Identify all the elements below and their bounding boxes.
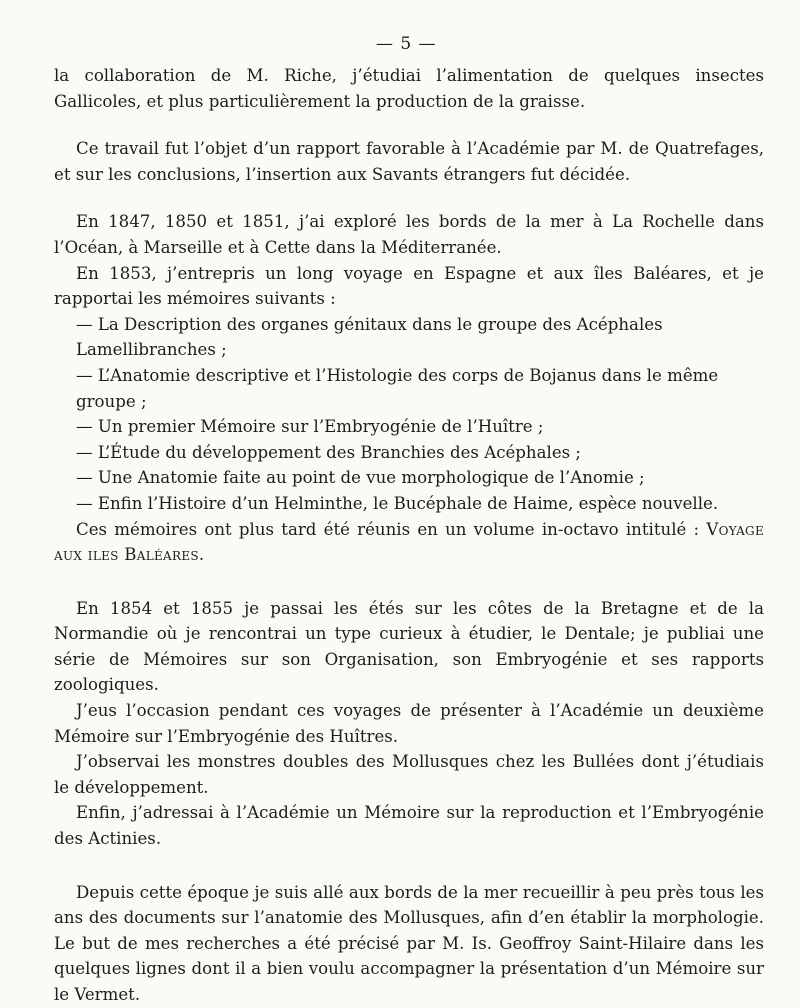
paragraph-1: la collaboration de M. Riche, j’étudiai l’alimentation de quelques insectes Gallicoles, et plus particulièrement la production de la graisse. — [54, 66, 764, 111]
paragraph-7: J’eus l’occasion pendant ces voyages de présenter à l’Académie un deuxième Mémoire sur l’Embryogénie des Huîtres. — [54, 701, 764, 746]
list-item: — Une Anatomie faite au point de vue morphologique de l’Anomie ; — [76, 468, 645, 488]
paragraph-8: J’observai les monstres doubles des Mollusques chez les Bullées dont j’étudiais le développement. — [54, 752, 764, 797]
paragraph-5 — [54, 517, 764, 568]
paragraph-3: En 1847, 1850 et 1851, j’ai exploré les bords de la mer à La Rochelle dans l’Océan, à Marseille et à Cette dans la Méditerranée. — [54, 212, 764, 257]
page-number: — 5 — — [376, 34, 437, 54]
memoir-list — [54, 312, 764, 517]
book-title: Voyage aux iles Baléares. — [54, 519, 764, 565]
list-item: — L’Anatomie descriptive et l’Histologie des corps de Bojanus dans le même groupe ; — [76, 365, 719, 411]
body-text — [54, 63, 764, 1008]
list-item: — La Description des organes génitaux dans le groupe des Acéphales Lamellibranches ; — [76, 314, 663, 360]
paragraph-5-text: Ces mémoires ont plus tard été réunis en un volume in-octavo intitulé : — [76, 519, 707, 539]
list-item: — Un premier Mémoire sur l’Embryogénie de l’Huître ; — [76, 417, 544, 437]
paragraph-10: Depuis cette époque je suis allé aux bords de la mer recueillir à peu près tous les ans des documents sur l’anatomie des Mollusques, afin d’en établir la morphologie. Le but de mes recherches a été précisé par M. Is. Geoffroy Saint-Hilaire dans les quelques lignes dont il a bien voulu accompagner la présentation d’un Mémoire sur le Vermet. — [54, 882, 764, 1004]
paragraph-9: Enfin, j’adressai à l’Académie un Mémoire sur la reproduction et l’Embryogénie des Actinies. — [54, 803, 764, 849]
list-item: — L’Étude du développement des Branchies des Acéphales ; — [76, 442, 582, 462]
paragraph-2: Ce travail fut l’objet d’un rapport favorable à l’Académie par M. de Quatrefages, et sur les conclusions, l’insertion aux Savants étrangers fut décidée. — [54, 139, 764, 184]
list-item: — Enfin l’Histoire d’un Helminthe, le Bucéphale de Haime, espèce nouvelle. — [76, 493, 719, 513]
paragraph-4: En 1853, j’entrepris un long voyage en Espagne et aux îles Baléares, et je rapportai les mémoires suivants : — [54, 263, 764, 309]
paragraph-6: En 1854 et 1855 je passai les étés sur les côtes de la Bretagne et de la Normandie où je rencontrai un type curieux à étudier, le Dentale; je publiai une série de Mémoires sur son Organisation, son Embryogénie et ses rapports zoologiques. — [54, 598, 764, 695]
